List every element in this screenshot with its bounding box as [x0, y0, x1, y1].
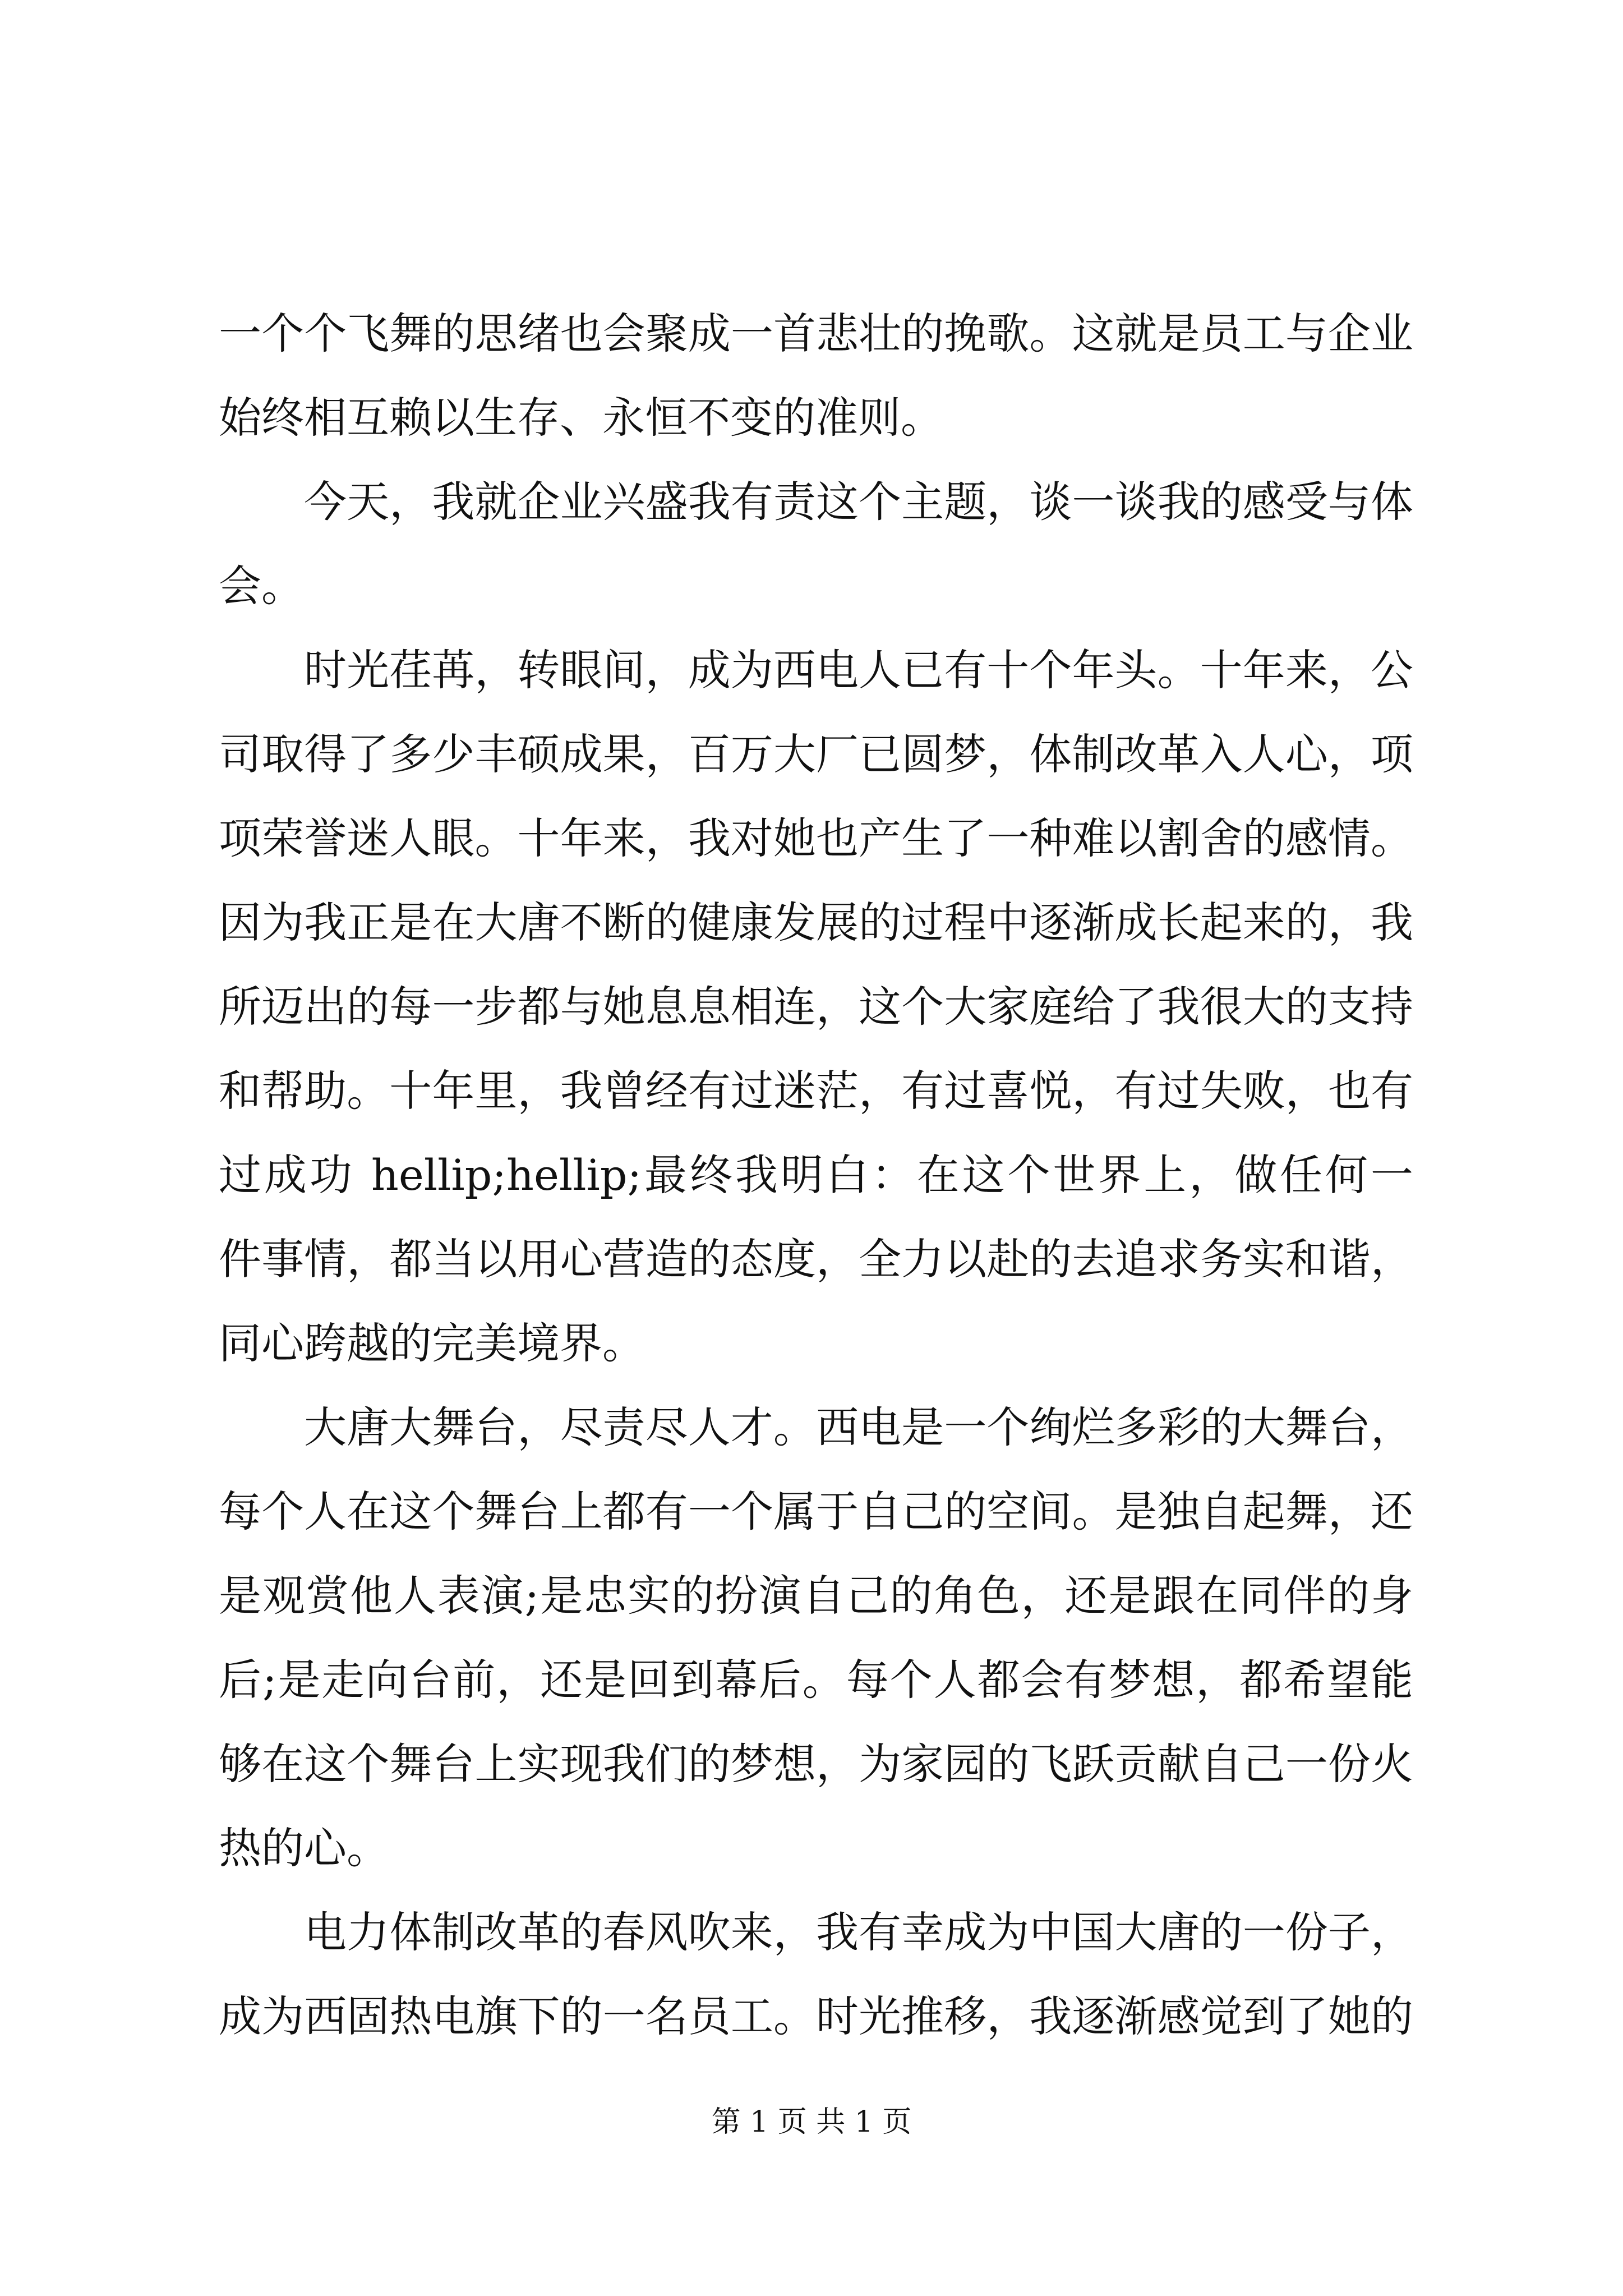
text-line: 每个人在这个舞台上都有一个属于自己的空间。是独自起舞，还	[219, 1487, 1413, 1536]
text-line: 是观赏他人表演;是忠实的扮演自己的角色，还是跟在同伴的身	[219, 1571, 1413, 1621]
text-line: 项荣誉迷人眼。十年来，我对她也产生了一种难以割舍的感情。	[219, 813, 1413, 863]
text-line: 后;是走向台前，还是回到幕后。每个人都会有梦想，都希望能	[219, 1655, 1413, 1705]
text-line: 热的心。	[219, 1823, 389, 1873]
text-line: 因为我正是在大唐不断的健康发展的过程中逐渐成长起来的，我	[219, 898, 1413, 947]
paragraph-first-line: 大唐大舞台，尽责尽人才。西电是一个绚烂多彩的大舞台，	[304, 1402, 1413, 1452]
paragraph-first-line: 今天，我就企业兴盛我有责这个主题，谈一谈我的感受与体	[304, 477, 1413, 527]
page-number-footer: 第 1 页 共 1 页	[711, 2105, 912, 2139]
text-line: 一个个飞舞的思绪也会聚成一首悲壮的挽歌。这就是员工与企业	[219, 309, 1413, 358]
document-body	[219, 292, 1413, 2059]
text-line: 司取得了多少丰硕成果，百万大厂已圆梦，体制改革入人心，项	[219, 729, 1413, 779]
text-line: 成为西固热电旗下的一名员工。时光推移，我逐渐感觉到了她的	[219, 1991, 1413, 2041]
text-line: 和帮助。十年里，我曾经有过迷茫，有过喜悦，有过失败，也有	[219, 1066, 1413, 1116]
text-line: 会。	[219, 561, 304, 611]
paragraph-first-line: 时光荏苒，转眼间，成为西电人已有十个年头。十年来，公	[304, 645, 1413, 695]
text-line: 所迈出的每一步都与她息息相连，这个大家庭给了我很大的支持	[219, 982, 1413, 1032]
text-line: 始终相互赖以生存、永恒不变的准则。	[219, 393, 943, 443]
text-line: 同心跨越的完美境界。	[219, 1318, 645, 1368]
text-line: 够在这个舞台上实现我们的梦想，为家园的飞跃贡献自己一份火	[219, 1739, 1413, 1789]
text-line: 过成功 hellip;hellip;最终我明白：在这个世界上，做任何一	[219, 1150, 1413, 1200]
text-line: 件事情，都当以用心营造的态度，全力以赴的去追求务实和谐，	[219, 1234, 1413, 1284]
paragraph-first-line: 电力体制改革的春风吹来，我有幸成为中国大唐的一份子，	[304, 1907, 1413, 1957]
